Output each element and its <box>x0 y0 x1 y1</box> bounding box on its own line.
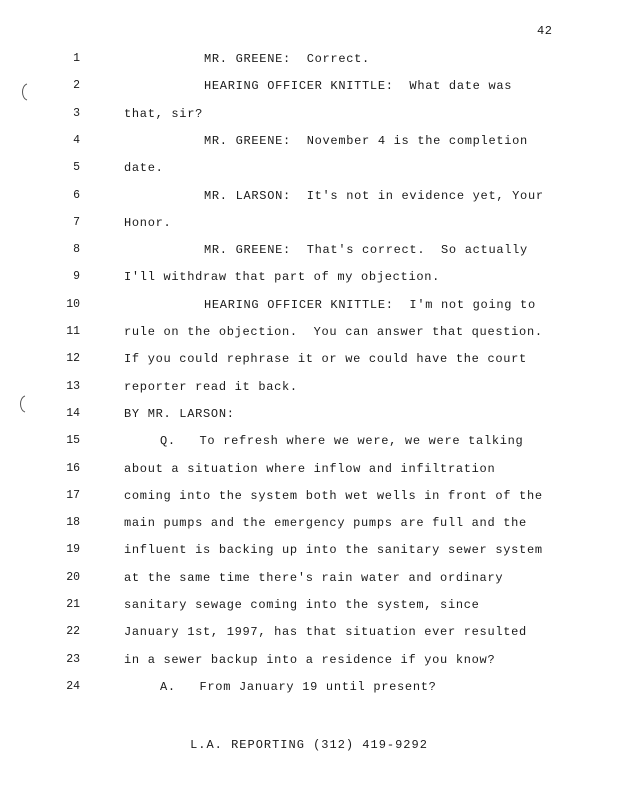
line-number: 20 <box>66 570 80 584</box>
line-text: HEARING OFFICER KNITTLE: I'm not going to <box>204 297 536 312</box>
line-number: 2 <box>73 79 80 93</box>
line-number: 14 <box>66 406 80 420</box>
line-text: BY MR. LARSON: <box>124 406 235 421</box>
line-text: rule on the objection. You can answer that question. <box>124 325 543 339</box>
transcript-line <box>0 459 618 479</box>
transcript-line <box>0 622 618 642</box>
line-number: 21 <box>66 598 80 611</box>
line-text: MR. GREENE: Correct. <box>204 52 370 66</box>
line-text: January 1st, 1997, has that situation ever resulted <box>124 625 527 640</box>
transcript-line <box>0 158 618 178</box>
line-text: main pumps and the emergency pumps are full and the <box>124 516 527 531</box>
transcript-line <box>0 186 618 206</box>
line-number: 18 <box>66 516 80 530</box>
line-text: MR. GREENE: That's correct. So actually <box>204 243 528 258</box>
transcript-line <box>0 513 618 533</box>
line-number: 8 <box>73 243 80 257</box>
line-text: MR. GREENE: November 4 is the completion <box>204 133 528 148</box>
page-number: 42 <box>537 24 553 38</box>
transcript-line <box>0 677 618 697</box>
line-number: 5 <box>73 161 80 175</box>
line-number: 7 <box>73 215 80 229</box>
line-text: in a sewer backup into a residence if you know? <box>124 652 496 667</box>
line-text: I'll withdraw that part of my objection. <box>124 270 441 285</box>
line-text: about a situation where inflow and infiltration <box>124 461 496 476</box>
line-number: 10 <box>66 297 80 311</box>
line-number: 11 <box>66 325 80 338</box>
line-text: that, sir? <box>124 106 204 121</box>
line-text: influent is backing up into the sanitary sewer system <box>124 543 543 558</box>
transcript-line <box>0 322 618 342</box>
line-number: 19 <box>66 543 80 557</box>
line-text: reporter read it back. <box>124 379 298 394</box>
transcript-line <box>0 131 618 151</box>
line-number: 1 <box>73 52 80 65</box>
transcript-line <box>0 404 618 424</box>
line-text: coming into the system both wet wells in front of the <box>124 488 543 503</box>
transcript-line <box>0 431 618 451</box>
line-number: 16 <box>66 461 80 475</box>
line-text: date. <box>124 161 164 176</box>
line-number: 13 <box>66 379 80 393</box>
transcript-line <box>0 650 618 670</box>
transcript-line <box>0 240 618 260</box>
transcript-line <box>0 76 618 96</box>
line-text: at the same time there's rain water and ordinary <box>124 570 504 585</box>
transcript-line <box>0 267 618 287</box>
line-number: 4 <box>73 133 80 147</box>
line-text: MR. LARSON: It's not in evidence yet, Your <box>204 188 544 203</box>
line-text: HEARING OFFICER KNITTLE: What date was <box>204 79 513 94</box>
transcript-line <box>0 377 618 397</box>
line-number: 6 <box>73 188 80 202</box>
line-text: A. From January 19 until present? <box>160 679 437 694</box>
line-number: 3 <box>73 106 80 120</box>
transcript-line <box>0 568 618 588</box>
line-number: 17 <box>66 488 80 502</box>
transcript-line <box>0 104 618 124</box>
transcript-line <box>0 295 618 315</box>
transcript-line <box>0 213 618 233</box>
line-text: sanitary sewage coming into the system, since <box>124 598 480 612</box>
line-number: 15 <box>66 434 80 448</box>
transcript-line <box>0 49 618 69</box>
transcript-line <box>0 349 618 369</box>
line-text: If you could rephrase it or we could have the court <box>124 352 527 367</box>
transcript-line <box>0 595 618 615</box>
line-number: 12 <box>66 352 80 366</box>
line-number: 9 <box>73 270 80 284</box>
line-number: 24 <box>66 679 80 693</box>
line-text: Honor. <box>124 215 172 230</box>
line-text: Q. To refresh where we were, we were talking <box>160 434 524 449</box>
reporter-footer: L.A. REPORTING (312) 419-9292 <box>190 738 428 752</box>
line-number: 22 <box>66 625 80 639</box>
line-number: 23 <box>66 652 80 666</box>
transcript-line <box>0 486 618 506</box>
transcript-line <box>0 540 618 560</box>
